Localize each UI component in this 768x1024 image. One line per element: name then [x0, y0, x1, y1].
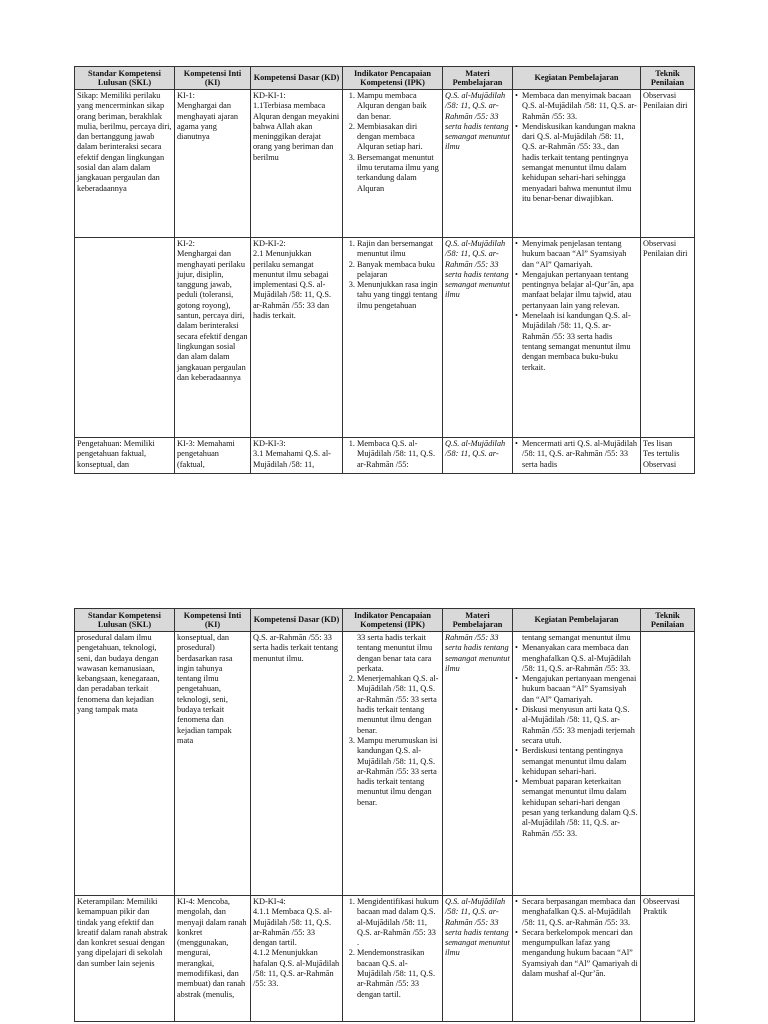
- ipk-cell: 33 serta hadis terkait tentang menuntut ilmu dengan benar tata cara perkata. 2. Menerjemahkan Q.S. al-Mujādilah /58: 11, Q.S. ar-Rahmān /55: 33 serta hadis terkait tentang menuntut ilmu dengan benar. 3. Mampu merumuskan isi kandungan Q.S. al-Mujādilah /58: 11, Q.S. ar-Rahmān /55: 33 serta hadis terkait tentang menuntut ilmu dengan benar.: [343, 632, 443, 896]
- table-page-2: [74, 608, 695, 1022]
- list-item: 2. Membiasakan diri dengan membaca Alquran setiap hari.: [357, 122, 440, 153]
- table-page-1: [74, 66, 695, 474]
- teknik-cell: Obseervasi Praktik: [641, 896, 695, 1022]
- list-item: 1. Rajin dan bersemangat menuntut ilmu: [357, 239, 440, 260]
- table-row: [75, 896, 695, 1022]
- materi-cell: Q.S. al-Mujādilah /58: 11, Q.S. ar-Rahmān /55: 33 serta hadis tentang semangat menuntut ilmu: [443, 896, 513, 1022]
- list-item: • Membaca dan menyimak bacaan Q.S. al-Mujādilah /58: 11, Q.S. ar-Rahmān /55: 33.: [522, 91, 638, 122]
- ipk-cell: [343, 90, 443, 238]
- list-item: • Mencermati arti Q.S. al-Mujādilah /58: 11, Q.S. ar-Rahmān /55: 33 serta hadis: [522, 439, 638, 470]
- kegiatan-cell: [513, 896, 641, 1022]
- ki-cell: KI-1: Menghargai dan menghayati ajaran agama yang dianutnya: [175, 90, 251, 238]
- header-row: [75, 609, 695, 632]
- list-item: • Secara berpasangan membaca dan menghafalkan Q.S. al-Mujādilah /58: 11, Q.S. ar-Rahmān /55: 33.: [522, 897, 638, 928]
- kd-cell: KD-KI-3: 3.1 Memahami Q.S. al-Mujādilah /58: 11,: [251, 438, 343, 474]
- header-materi: Materi Pembelajaran: [443, 67, 513, 90]
- list-item: 2. Menerjemahkan Q.S. al-Mujādilah /58: 11, Q.S. ar-Rahmān /55: 33 serta hadis terkait tentang menuntut ilmu dengan benar.: [357, 674, 440, 736]
- list-item: • Diskusi menyusun arti kata Q.S. al-Mujādilah /58: 11, Q.S. ar-Rahmān /55: 33 menjadi terjemah secara utuh.: [522, 705, 638, 746]
- kd-cell: Q.S. ar-Rahmān /55: 33 serta hadis terkait tentang menuntut ilmu.: [251, 632, 343, 896]
- list-item: 1. Membaca Q.S. al-Mujādilah /58: 11, Q.S. ar-Rahmān /55:: [357, 439, 440, 470]
- teknik-cell: Tes lisan Tes tertulis Observasi: [641, 438, 695, 474]
- header-teknik: Teknik Penilaian: [641, 609, 695, 632]
- header-kd: Kompetensi Dasar (KD): [251, 609, 343, 632]
- header-kd: Kompetensi Dasar (KD): [251, 67, 343, 90]
- ki-cell: KI-4: Mencoba, mengolah, dan menyaji dalam ranah konkret (menggunakan, mengurai, merangkai, memodifikasi, dan membuat) dan ranah abstrak (menulis,: [175, 896, 251, 1022]
- header-ki: Kompetensi Inti (KI): [175, 609, 251, 632]
- list-item: • Mendiskusikan kandungan makna dari Q.S. al-Mujādilah /58: 11, Q.S. ar-Rahmān /55: 33., dan hadis terkait tentang pentingnya semangat menuntut ilmu dalam kehidupan sehari-hari sehingga menyadari bahwa menuntut ilmu itu benar-benar diwajibkan.: [522, 122, 638, 204]
- materi-cell: Q.S. al-Mujādilah /58: 11, Q.S. ar-Rahmān /55: 33 serta hadis tentang semangat menuntut ilmu: [443, 90, 513, 238]
- table-row: [75, 632, 695, 896]
- ki-cell: KI-3: Memahami pengetahuan (faktual,: [175, 438, 251, 474]
- header-ipk: Indikator Pencapaian Kompetensi (IPK): [343, 609, 443, 632]
- kd-cell: KD-KI-4: 4.1.1 Membaca Q.S. al-Mujādilah /58: 11, Q.S. ar-Rahmān /55: 33 dengan tartil. 4.1.2 Menunjukkan hafalan Q.S. al-Mujādilah /58: 11, Q.S. ar-Rahmān /55: 33.: [251, 896, 343, 1022]
- header-kegiatan: Kegiatan Pembelajaran: [513, 609, 641, 632]
- list-item: 3. Bersemangat menuntut ilmu terutama ilmu yang terkandung dalam Alquran: [357, 153, 440, 194]
- list-item: 1. Mampu membaca Alquran dengan baik dan benar.: [357, 91, 440, 122]
- list-item: • Menyimak penjelasan tentang hukum bacaan “Al” Syamsiyah dan “Al” Qamariyah.: [522, 239, 638, 270]
- skl-cell: prosedural dalam ilmu pengetahuan, teknologi, seni, dan budaya dengan wawasan kemanusiaan, kebangsaan, kenegaraan, dan peradaban terkait fenomena dan kejadian yang tampak mata: [75, 632, 175, 896]
- list-item: • Membuat paparan keterkaitan semangat menuntut ilmu dalam kehidupan sehari-hari dengan pesan yang terkandung dalam Q.S. al-Mujādilah /58: 11, Q.S. ar-Rahmān /55: 33.: [522, 777, 638, 839]
- teknik-cell: [641, 632, 695, 896]
- list-item: 3. Mampu merumuskan isi kandungan Q.S. al-Mujādilah /58: 11, Q.S. ar-Rahmān /55: 33 serta hadis terkait tentang menuntut ilmu dengan benar.: [357, 736, 440, 808]
- list-item: • Menanyakan cara membaca dan menghafalkan Q.S. al-Mujādilah /58: 11, Q.S. ar-Rahmān /55: 33.: [522, 643, 638, 674]
- list-item: 2. Mendemonstrasikan bacaan Q.S. al-Mujādilah /58: 11, Q.S. ar-Rahmān /55: 33 dengan tartil.: [357, 948, 440, 999]
- table-row: [75, 438, 695, 474]
- header-kegiatan: Kegiatan Pembelajaran: [513, 67, 641, 90]
- ki-cell: konseptual, dan prosedural) berdasarkan rasa ingin tahunya tentang ilmu pengetahuan, teknologi, seni, budaya terkait fenomena dan kejadian tampak mata: [175, 632, 251, 896]
- skl-cell: Sikap: Memiliki perilaku yang mencerminkan sikap orang beriman, berakhlak mulia, berilmu, percaya diri, dan bertanggung jawab dalam berinteraksi secara efektif dengan lingkungan sosial dan alam dalam jangkauan pergaulan dan keberadaannya: [75, 90, 175, 238]
- list-item: 2. Banyak membaca buku pelajaran: [357, 260, 440, 281]
- list-item: • Secara berkelompok mencari dan mengumpulkan lafaz yang mengandung hukum bacaan “Al” Syamsiyah dan “Al” Qamariyah di dalam mushaf al-Qur’ān.: [522, 928, 638, 979]
- ipk-cell: [343, 896, 443, 1022]
- header-ipk: Indikator Pencapaian Kompetensi (IPK): [343, 67, 443, 90]
- header-row: [75, 67, 695, 90]
- skl-cell: [75, 238, 175, 438]
- teknik-cell: Observasi Penilaian diri: [641, 90, 695, 238]
- kegiatan-cell: [513, 438, 641, 474]
- teknik-cell: Observasi Penilaian diri: [641, 238, 695, 438]
- ipk-cell: [343, 238, 443, 438]
- header-skl: Standar Kompetensi Lulusan (SKL): [75, 609, 175, 632]
- table-row: [75, 238, 695, 438]
- materi-cell: Rahmān /55: 33 serta hadis tentang semangat menuntut ilmu: [443, 632, 513, 896]
- materi-cell: Q.S. al-Mujādilah /58: 11, Q.S. ar-: [443, 438, 513, 474]
- list-item: • Menelaah isi kandungan Q.S. al-Mujādilah /58: 11, Q.S. ar-Rahmān /55: 33 serta hadis tentang semangat menuntut ilmu dengan membaca buku-buku terkait.: [522, 311, 638, 373]
- table-row: [75, 90, 695, 238]
- ki-cell: KI-2: Menghargai dan menghayati perilaku jujur, disiplin, tanggung jawab, peduli (toleransi, gotong royong), santun, percaya diri, dalam berinteraksi secara efektif dengan lingkungan sosial dan alam dalam jangkauan pergaulan dan keberadaannya: [175, 238, 251, 438]
- list-item: 3. Menunjukkan rasa ingin tahu yang tinggi tentang ilmu pengetahuan: [357, 280, 440, 311]
- materi-cell: Q.S. al-Mujādilah /58: 11, Q.S. ar-Rahmān /55: 33 serta hadis tentang semangat menuntut ilmu: [443, 238, 513, 438]
- kegiatan-cell: [513, 90, 641, 238]
- kegiatan-cell: [513, 238, 641, 438]
- header-skl: Standar Kompetensi Lulusan (SKL): [75, 67, 175, 90]
- list-item: 1. Mengidentifikasi hukum bacaan mad dalam Q.S. al-Mujādilah /58: 11, Q.S. ar-Rahmān /55: 33 .: [357, 897, 440, 948]
- list-item: • Mengajukan pertanyaan tentang pentingnya belajar al-Qur’ān, apa manfaat belajar ilmu tajwid, atau pertanyaan lain yang relevan.: [522, 270, 638, 311]
- list-item: • Berdiskusi tentang pentingnya semangat menuntut ilmu dalam kehidupan sehari-hari.: [522, 746, 638, 777]
- skl-cell: Pengetahuan: Memiliki pengetahuan faktual, konseptual, dan: [75, 438, 175, 474]
- kd-cell: KD-KI-1: 1.1Terbiasa membaca Alquran dengan meyakini bahwa Allah akan meninggikan derajat orang yang beriman dan berilmu: [251, 90, 343, 238]
- header-materi: Materi Pembelajaran: [443, 609, 513, 632]
- ipk-cell: [343, 438, 443, 474]
- kegiatan-cell: tentang semangat menuntut ilmu • Menanyakan cara membaca dan menghafalkan Q.S. al-Mujādilah /58: 11, Q.S. ar-Rahmān /55: 33. • Mengajukan pertanyaan mengenai hukum bacaan “Al” Syamsiyah dan “Al” Qamariyah. • Diskusi menyusun arti kata Q.S. al-Mujādilah /58: 11, Q.S. ar-Rahmān /55: 33 menjadi terjemah secara utuh. • Berdiskusi tentang pentingnya semangat menuntut ilmu dalam kehidupan sehari-hari. • Membuat paparan keterkaitan semangat menuntut ilmu dalam kehidupan sehari-hari dengan pesan yang terkandung dalam Q.S. al-Mujādilah /58: 11, Q.S. ar-Rahmān /55: 33.: [513, 632, 641, 896]
- header-ki: Kompetensi Inti (KI): [175, 67, 251, 90]
- kd-cell: KD-KI-2: 2.1 Menunjukkan perilaku semangat menuntut ilmu sebagai implementasi Q.S. al-Mujādilah /58: 11, Q.S. ar-Rahmān /55: 33 dan hadis terkait.: [251, 238, 343, 438]
- skl-cell: Keterampilan: Memiliki kemampuan pikir dan tindak yang efektif dan kreatif dalam ranah abstrak dan konkret sesuai dengan yang dipelajari di sekolah dan sumber lain sejenis: [75, 896, 175, 1022]
- list-item: • Mengajukan pertanyaan mengenai hukum bacaan “Al” Syamsiyah dan “Al” Qamariyah.: [522, 674, 638, 705]
- header-teknik: Teknik Penilaian: [641, 67, 695, 90]
